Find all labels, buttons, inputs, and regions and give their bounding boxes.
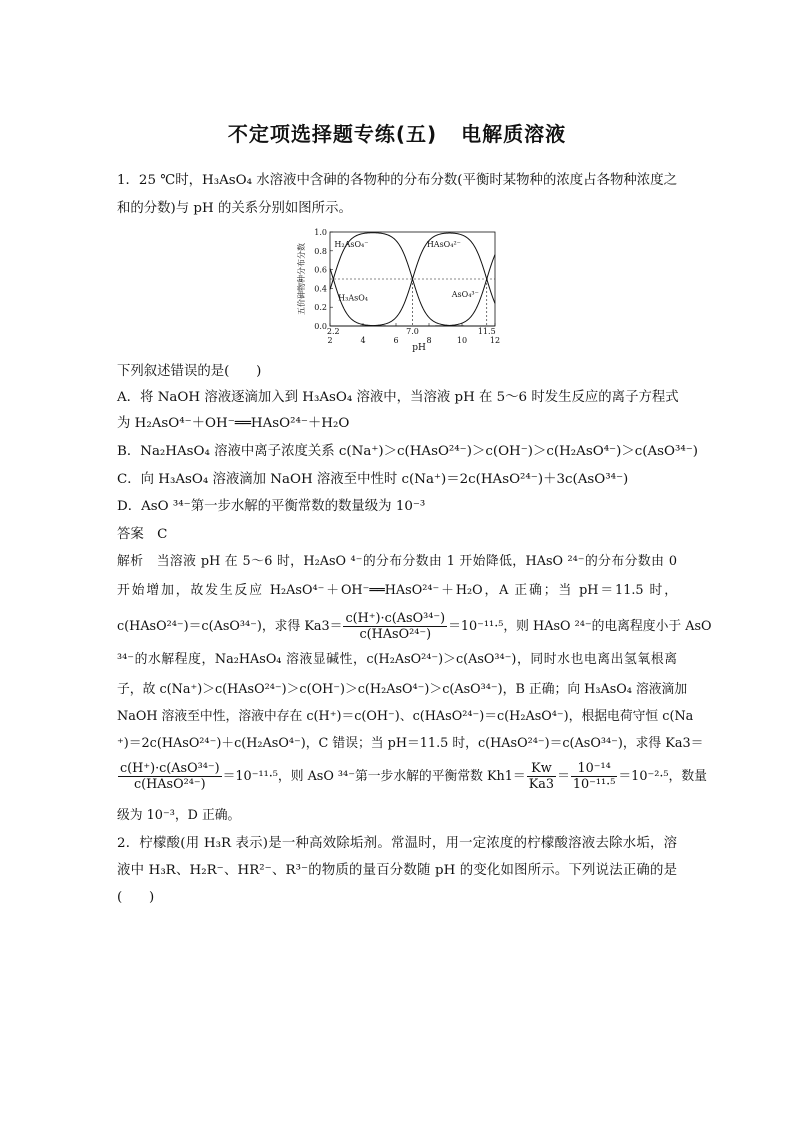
x-tick-label: 2 <box>327 336 333 345</box>
x-tick-label: 4 <box>360 336 366 345</box>
q2-stem-line2: 液中 H₃R、H₂R⁻、HR²⁻、R³⁻的物质的量百分数随 pH 的变化如图所示。下列说法正确的是 <box>117 863 677 878</box>
ka3-fraction <box>343 611 447 642</box>
q1-stem-line1: 1．25 ℃时，H₃AsO₄ 水溶液中含砷的各物种的分布分数(平衡时某物种的浓度占各物种浓度之 <box>117 173 677 188</box>
distribution-chart-svg <box>290 222 510 357</box>
distribution-chart <box>290 222 510 357</box>
series-label-h2aso4: H₂AsO₄⁻ <box>334 240 369 250</box>
q1-stem-line2: 和的分数)与 pH 的关系分别如图所示。 <box>117 201 352 216</box>
exp3-suffix: ＝10⁻¹¹·⁵，则 HAsO ²⁴⁻的电离程度小于 AsO <box>448 619 712 634</box>
x-tick-label: 6 <box>393 336 399 345</box>
y-tick-label: 0.0 <box>314 322 327 331</box>
kw-numerator: Kw <box>527 761 556 777</box>
ka3-numerator-2: c(H⁺)·c(AsO³⁴⁻) <box>120 761 220 776</box>
series-label-aso4: AsO₄³⁻ <box>451 289 479 299</box>
title-part2: 电解质溶液 <box>461 122 567 146</box>
series-label-haso4: HAsO₄²⁻ <box>426 240 461 250</box>
kw-denominator: Ka3 <box>528 777 555 792</box>
q2-stem-line1: 2．柠檬酸(用 H₃R 表示)是一种高效除垢剂。常温时，用一定浓度的柠檬酸溶液去除水垢，溶 <box>117 836 677 851</box>
q1-answer: 答案 C <box>117 527 168 542</box>
y-tick-label: 1.0 <box>314 228 327 237</box>
exp8-part-b: ＝ <box>557 769 570 784</box>
q1-explanation-line3 <box>117 610 712 644</box>
x-special-tick-label: 7.0 <box>406 327 419 336</box>
q1-explanation-line7: ⁺)＝2c(HAsO²⁴⁻)＋c(H₂AsO⁴⁻)，C 错误；当 pH＝11.5 时，c(HAsO²⁴⁻)＝c(AsO³⁴⁻)，求得 Ka3＝ <box>117 736 704 751</box>
exp8-part-c: ＝10⁻²·⁵，数量 <box>618 769 707 784</box>
y-tick-label: 0.4 <box>314 284 327 294</box>
x-special-tick-label: 11.5 <box>477 327 496 336</box>
ka3-denominator-2: c(HAsO²⁴⁻) <box>133 777 206 792</box>
q2-stem-line3: ( ) <box>117 890 155 905</box>
power-denominator: 10⁻¹¹·⁵ <box>572 777 616 792</box>
q1-explanation-line2: 开始增加，故发生反应 H₂AsO⁴⁻＋OH⁻══HAsO²⁴⁻＋H₂O，A 正确；当 pH＝11.5 时， <box>117 583 677 598</box>
exp8-part-a: ＝10⁻¹¹·⁵，则 AsO ³⁴⁻第一步水解的平衡常数 Kh1＝ <box>222 769 526 784</box>
ka3-denominator: c(HAsO²⁴⁻) <box>359 627 432 642</box>
q1-explanation-line6: NaOH 溶液至中性，溶液中存在 c(H⁺)＝c(OH⁻)、c(HAsO²⁴⁻)＝c(H₂AsO⁴⁻)，根据电荷守恒 c(Na <box>117 709 694 724</box>
q1-option-a-line2: 为 H₂AsO⁴⁻＋OH⁻══HAsO²⁴⁻＋H₂O <box>117 416 350 431</box>
x-special-tick-label: 2.2 <box>326 327 340 336</box>
x-tick-label: 8 <box>426 336 432 345</box>
ka3-fraction-2 <box>118 761 222 792</box>
q1-explanation-line4: ³⁴⁻的水解程度，Na₂HAsO₄ 溶液显碱性，c(H₂AsO²⁴⁻)＞c(AsO³⁴⁻)，同时水也电离出氢氧根离 <box>117 652 677 667</box>
title-part1: 不定项选择题专练(五) <box>227 122 438 146</box>
y-tick-label: 0.2 <box>314 303 327 313</box>
q1-explanation-line9: 级为 10⁻³，D 正确。 <box>117 808 241 823</box>
q1-option-d: D．AsO ³⁴⁻第一步水解的平衡常数的数量级为 10⁻³ <box>117 499 426 514</box>
q1-explanation-line8 <box>117 760 707 794</box>
y-tick-label: 0.6 <box>314 265 327 275</box>
q1-option-b: B．Na₂HAsO₄ 溶液中离子浓度关系 c(Na⁺)＞c(HAsO²⁴⁻)＞c(OH⁻)＞c(H₂AsO⁴⁻)＞c(AsO³⁴⁻) <box>117 444 699 459</box>
q1-explanation-line1: 解析 当溶液 pH 在 5～6 时，H₂AsO ⁴⁻的分布分数由 1 开始降低，HAsO ²⁴⁻的分布分数由 0 <box>117 554 677 569</box>
series-label-h3aso4: H₃AsO₄ <box>338 293 369 303</box>
page-title <box>0 118 794 147</box>
q1-option-a-line1: A．将 NaOH 溶液逐滴加入到 H₃AsO₄ 溶液中，当溶液 pH 在 5～6 时发生反应的离子方程式 <box>117 390 679 405</box>
x-tick-label: 10 <box>456 336 468 345</box>
kw-fraction <box>527 761 556 792</box>
y-axis-label: 五价砷物种分布分数 <box>297 243 306 315</box>
ka3-numerator: c(H⁺)·c(AsO³⁴⁻) <box>345 611 446 626</box>
q1-option-c: C．向 H₃AsO₄ 溶液滴加 NaOH 溶液至中性时 c(Na⁺)＝2c(HAsO²⁴⁻)＋3c(AsO³⁴⁻) <box>117 472 629 487</box>
x-tick-label: 12 <box>489 336 501 345</box>
q1-prompt: 下列叙述错误的是( ) <box>117 364 262 379</box>
power-fraction <box>571 761 618 792</box>
x-axis-label: pH <box>412 343 426 353</box>
q1-explanation-line5: 子，故 c(Na⁺)＞c(HAsO²⁴⁻)＞c(OH⁻)＞c(H₂AsO⁴⁻)＞c(AsO³⁴⁻)，B 正确；向 H₃AsO₄ 溶液滴加 <box>117 682 688 697</box>
y-tick-label: 0.8 <box>314 246 327 256</box>
exp3-prefix: c(HAsO²⁴⁻)＝c(AsO³⁴⁻)，求得 Ka3＝ <box>117 619 343 634</box>
power-numerator: 10⁻¹⁴ <box>571 761 618 777</box>
